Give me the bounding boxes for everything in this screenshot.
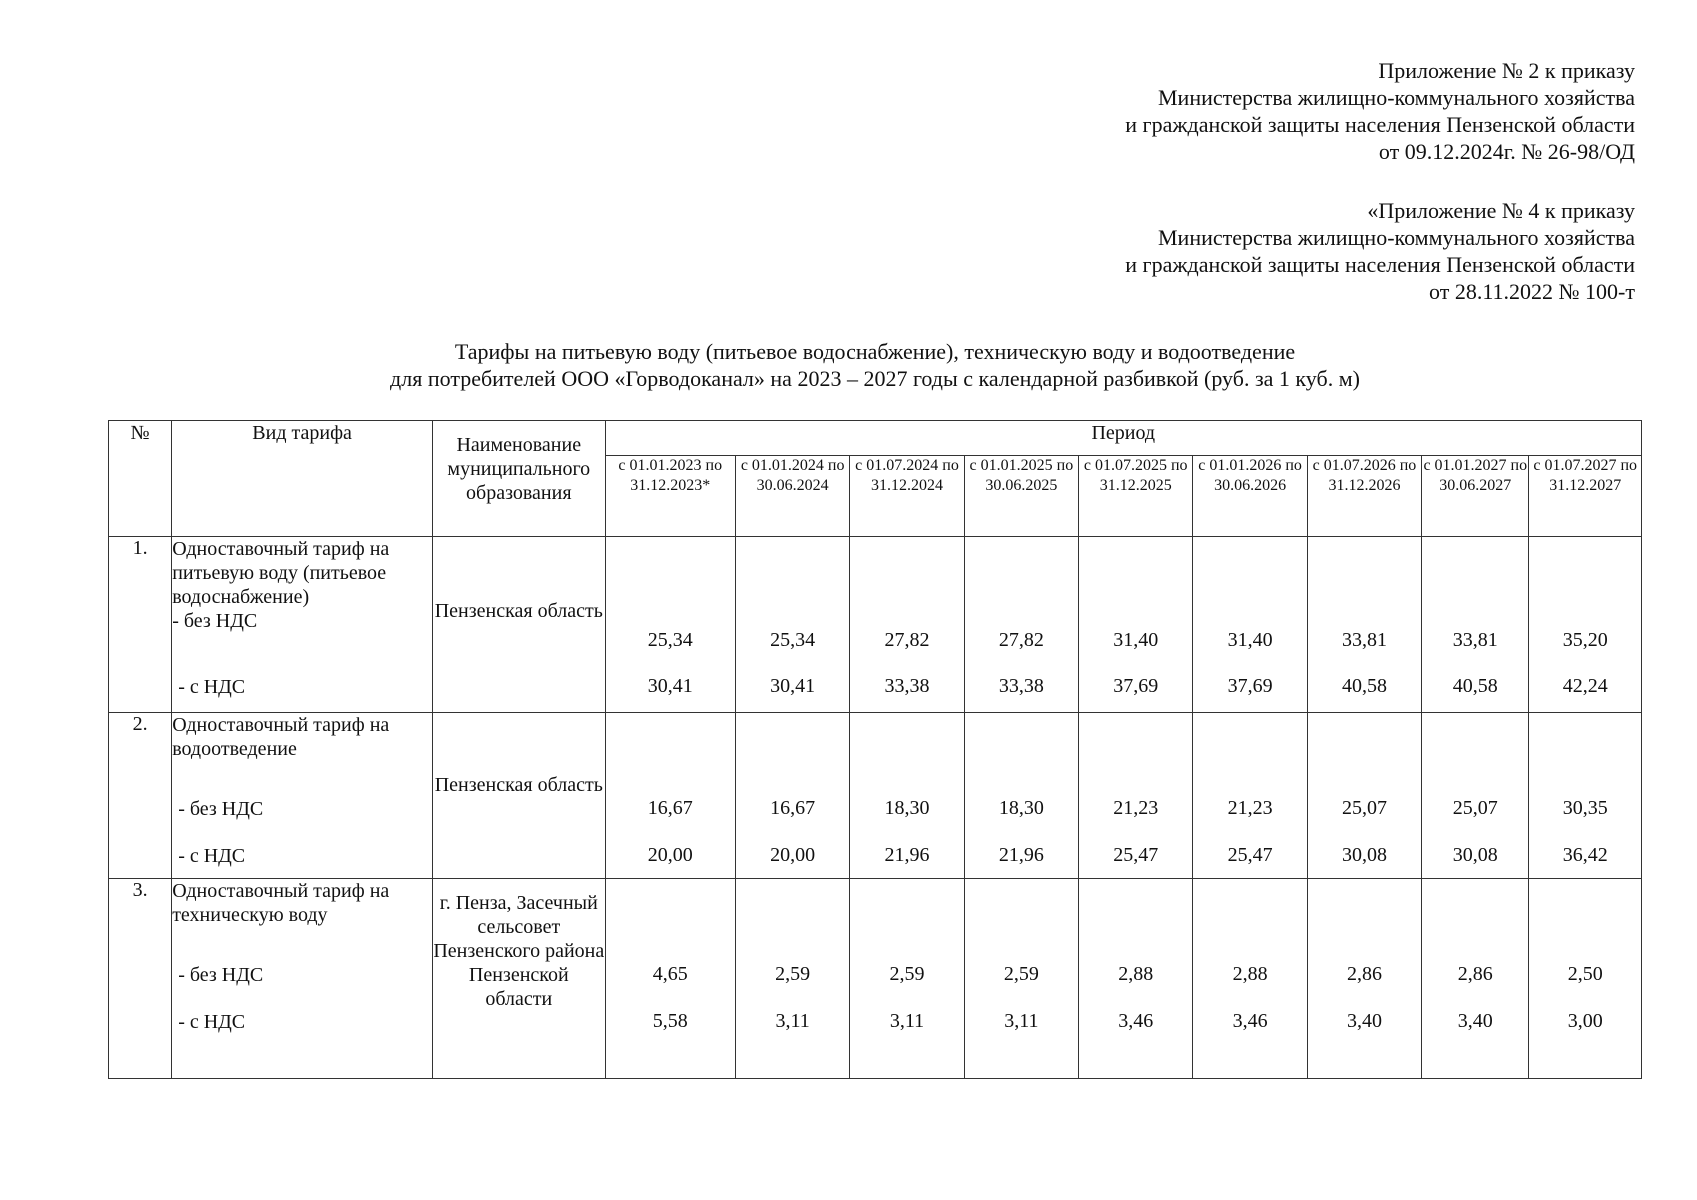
tariff-value-cell xyxy=(1193,713,1307,879)
col-header-period: Период xyxy=(605,421,1641,456)
header-line: «Приложение № 4 к приказу xyxy=(1367,198,1635,223)
no-vat-label: - без НДС xyxy=(178,798,264,820)
header-line: от 09.12.2024г. № 26-98/ОД xyxy=(1378,139,1635,164)
tariff-value-cell xyxy=(735,713,849,879)
tariff-table xyxy=(108,420,1642,1079)
value-with-vat: 3,40 xyxy=(1457,1010,1493,1032)
value-no-vat: 2,88 xyxy=(1118,963,1154,985)
tariff-value-cell xyxy=(605,713,735,879)
tariff-value-cell xyxy=(1529,713,1642,879)
tariff-value-cell xyxy=(850,879,964,1079)
header-line: Министерства жилищно-коммунального хозяйства xyxy=(1157,225,1635,250)
value-with-vat: 33,38 xyxy=(998,675,1044,697)
no-vat-label: - без НДС xyxy=(178,964,264,986)
value-with-vat: 3,40 xyxy=(1346,1010,1382,1032)
value-no-vat: 2,50 xyxy=(1567,963,1603,985)
row-number: 1. xyxy=(109,537,172,713)
order-header-appendix-4 xyxy=(1125,197,1635,305)
period-header-cell: с 01.07.2024 по 31.12.2024 xyxy=(850,456,964,537)
value-with-vat: 5,58 xyxy=(652,1010,688,1032)
tariff-value-cell xyxy=(1193,879,1307,1079)
municipality-cell: Пензенская область xyxy=(433,713,606,879)
tariff-table-body xyxy=(109,537,1642,1079)
value-no-vat: 18,30 xyxy=(884,797,930,819)
tariff-value-cell xyxy=(605,537,735,713)
title-line-2: для потребителей ООО «Горводоканал» на 2023 – 2027 годы с календарной разбивкой (руб. за 1 куб. м) xyxy=(390,366,1360,391)
value-with-vat: 30,41 xyxy=(647,675,693,697)
tariff-value-cell xyxy=(964,713,1078,879)
value-with-vat: 36,42 xyxy=(1562,844,1608,866)
tariff-name-line: Одноставочный тариф на xyxy=(172,714,390,736)
tariff-value-cell xyxy=(850,713,964,879)
value-with-vat: 33,38 xyxy=(884,675,930,697)
document-title xyxy=(0,338,1697,392)
vat-label: - с НДС xyxy=(178,845,246,867)
value-no-vat: 2,59 xyxy=(889,963,925,985)
value-no-vat: 16,67 xyxy=(770,797,816,819)
period-header-cell: с 01.01.2024 по 30.06.2024 xyxy=(735,456,849,537)
tariff-value-cell xyxy=(1079,713,1193,879)
value-with-vat: 3,00 xyxy=(1567,1010,1603,1032)
row-number: 3. xyxy=(109,879,172,1079)
header-line: и гражданской защиты населения Пензенской области xyxy=(1125,112,1635,137)
value-with-vat: 3,11 xyxy=(1004,1010,1039,1032)
tariff-value-cell xyxy=(1422,879,1529,1079)
value-no-vat: 2,59 xyxy=(1003,963,1039,985)
tariff-name-line: Одноставочный тариф на xyxy=(172,538,390,560)
value-no-vat: 25,34 xyxy=(770,629,816,651)
tariff-row xyxy=(109,537,1642,713)
value-no-vat: 25,07 xyxy=(1452,797,1498,819)
tariff-value-cell xyxy=(964,879,1078,1079)
period-header-cell: с 01.01.2026 по 30.06.2026 xyxy=(1193,456,1307,537)
value-no-vat: 27,82 xyxy=(998,629,1044,651)
tariff-name-line: Одноставочный тариф на xyxy=(172,880,390,902)
value-no-vat: 16,67 xyxy=(647,797,693,819)
value-with-vat: 40,58 xyxy=(1452,675,1498,697)
vat-label: - с НДС xyxy=(178,676,246,698)
title-line-1: Тарифы на питьевую воду (питьевое водоснабжение), техническую воду и водоотведение xyxy=(454,339,1296,364)
tariff-name-line: водоснабжение) xyxy=(172,586,310,608)
value-with-vat: 3,46 xyxy=(1118,1010,1154,1032)
value-with-vat: 20,00 xyxy=(647,844,693,866)
header-line: от 28.11.2022 № 100-т xyxy=(1429,279,1635,304)
value-no-vat: 33,81 xyxy=(1341,629,1387,651)
period-header-cell: с 01.01.2023 по 31.12.2023* xyxy=(605,456,735,537)
value-no-vat: 4,65 xyxy=(652,963,688,985)
value-with-vat: 37,69 xyxy=(1113,675,1159,697)
tariff-name-line: водоотведение xyxy=(172,738,297,760)
value-with-vat: 20,00 xyxy=(770,844,816,866)
municipality-cell: г. Пенза, Засечный сельсовет Пензенского района Пензенской области xyxy=(433,879,606,1079)
tariff-value-cell xyxy=(1193,537,1307,713)
col-header-municipality: Наименование муниципального образования xyxy=(433,421,606,537)
value-with-vat: 25,47 xyxy=(1113,844,1159,866)
value-no-vat: 25,07 xyxy=(1341,797,1387,819)
value-with-vat: 40,58 xyxy=(1341,675,1387,697)
value-with-vat: 30,08 xyxy=(1341,844,1387,866)
value-with-vat: 21,96 xyxy=(998,844,1044,866)
row-number: 2. xyxy=(109,713,172,879)
tariff-value-cell xyxy=(964,537,1078,713)
value-with-vat: 21,96 xyxy=(884,844,930,866)
value-no-vat: 33,81 xyxy=(1452,629,1498,651)
tariff-value-cell xyxy=(1529,537,1642,713)
tariff-value-cell xyxy=(1307,537,1421,713)
tariff-name-line: техническую воду xyxy=(172,904,328,926)
tariff-name-line: питьевую воду (питьевое xyxy=(172,562,387,584)
tariff-row xyxy=(109,713,1642,879)
value-with-vat: 3,11 xyxy=(889,1010,925,1032)
tariff-value-cell xyxy=(850,537,964,713)
col-header-tariff-type: Вид тарифа xyxy=(172,421,433,537)
tariff-value-cell xyxy=(735,537,849,713)
value-no-vat: 2,88 xyxy=(1232,963,1268,985)
value-no-vat: 31,40 xyxy=(1227,629,1273,651)
tariff-name-line: - без НДС xyxy=(172,610,258,632)
tariff-value-cell xyxy=(1079,537,1193,713)
header-line: и гражданской защиты населения Пензенской области xyxy=(1125,252,1635,277)
order-header-appendix-2 xyxy=(1125,57,1635,165)
tariff-value-cell xyxy=(605,879,735,1079)
value-no-vat: 2,86 xyxy=(1346,963,1382,985)
value-no-vat: 27,82 xyxy=(884,629,930,651)
tariff-value-cell xyxy=(1307,879,1421,1079)
value-no-vat: 31,40 xyxy=(1113,629,1159,651)
value-no-vat: 25,34 xyxy=(647,629,693,651)
value-with-vat: 25,47 xyxy=(1227,844,1273,866)
value-no-vat: 21,23 xyxy=(1227,797,1273,819)
vat-label: - с НДС xyxy=(178,1011,246,1033)
value-with-vat: 42,24 xyxy=(1562,675,1608,697)
value-no-vat: 2,86 xyxy=(1457,963,1493,985)
period-header-cell: с 01.07.2025 по 31.12.2025 xyxy=(1079,456,1193,537)
value-with-vat: 3,11 xyxy=(775,1010,810,1032)
value-with-vat: 30,08 xyxy=(1452,844,1498,866)
tariff-value-cell xyxy=(1529,879,1642,1079)
period-header-cell: с 01.01.2025 по 30.06.2025 xyxy=(964,456,1078,537)
tariff-value-cell xyxy=(1422,713,1529,879)
tariff-name-cell xyxy=(172,713,433,879)
tariff-row xyxy=(109,879,1642,1079)
value-no-vat: 30,35 xyxy=(1562,797,1608,819)
period-header-cell: с 01.07.2027 по 31.12.2027 xyxy=(1529,456,1642,537)
tariff-value-cell xyxy=(735,879,849,1079)
header-line: Министерства жилищно-коммунального хозяйства xyxy=(1157,85,1635,110)
tariff-name-cell xyxy=(172,879,433,1079)
period-header-cell: с 01.07.2026 по 31.12.2026 xyxy=(1307,456,1421,537)
tariff-value-cell xyxy=(1422,537,1529,713)
value-no-vat: 35,20 xyxy=(1562,629,1608,651)
value-no-vat: 21,23 xyxy=(1113,797,1159,819)
municipality-cell: Пензенская область xyxy=(433,537,606,713)
tariff-value-cell xyxy=(1307,713,1421,879)
value-with-vat: 37,69 xyxy=(1227,675,1273,697)
tariff-name-cell xyxy=(172,537,433,713)
value-no-vat: 2,59 xyxy=(775,963,811,985)
value-with-vat: 30,41 xyxy=(770,675,816,697)
value-no-vat: 18,30 xyxy=(998,797,1044,819)
tariff-value-cell xyxy=(1079,879,1193,1079)
period-header-cell: с 01.01.2027 по 30.06.2027 xyxy=(1422,456,1529,537)
header-line: Приложение № 2 к приказу xyxy=(1378,58,1635,83)
col-header-number: № xyxy=(109,421,172,537)
value-with-vat: 3,46 xyxy=(1232,1010,1268,1032)
